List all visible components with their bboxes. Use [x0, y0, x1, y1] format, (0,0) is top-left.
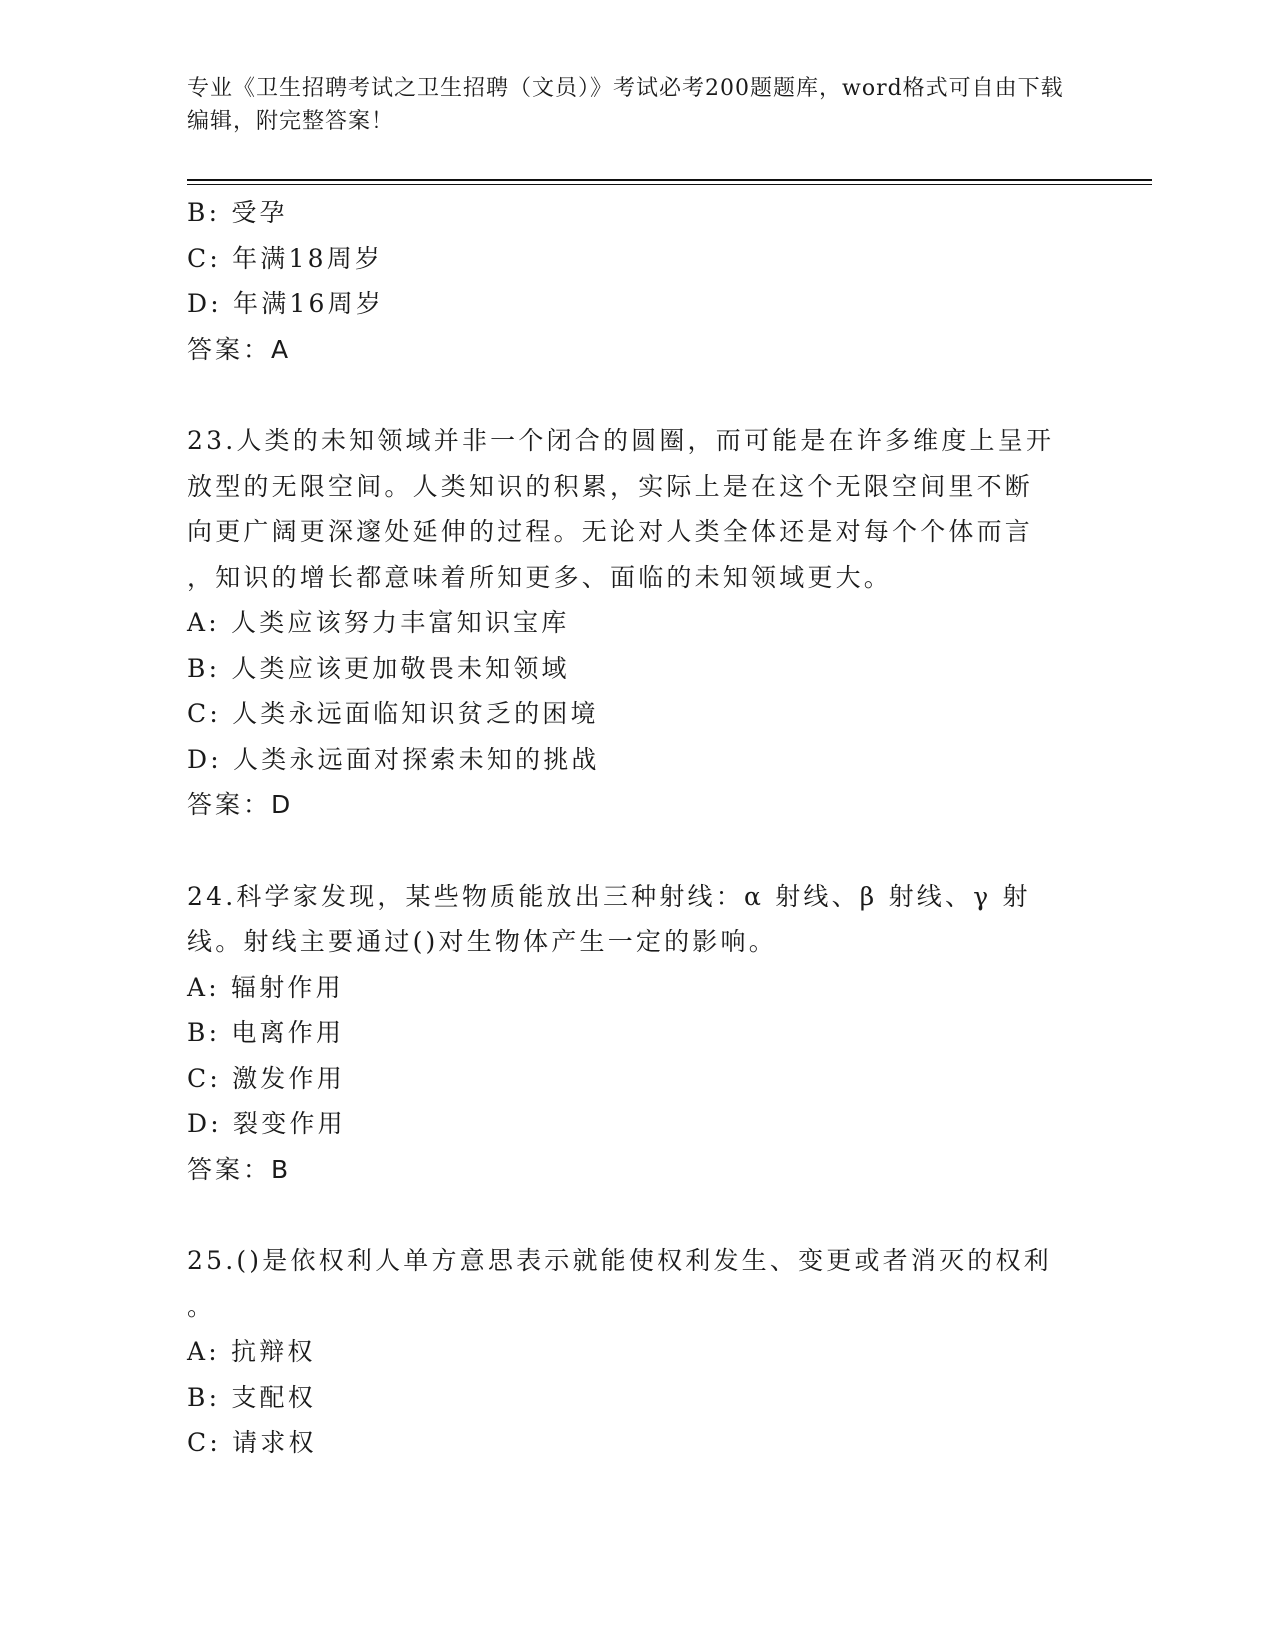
spacer	[187, 372, 1087, 418]
option-a: A: 人类应该努力丰富知识宝库	[187, 608, 570, 637]
option-c: C: 激发作用	[187, 1063, 345, 1093]
option-b: B: 人类应该更加敬畏未知领域	[187, 653, 570, 683]
question-stem-line: 25.()是依权利人单方意思表示就能使权利发生、变更或者消灭的权利	[187, 1246, 1052, 1275]
question-stem-line: 线。射线主要通过()对生物体产生一定的影响。	[187, 927, 777, 956]
option-c: C: 人类永远面临知识贫乏的困境	[187, 699, 599, 728]
answer: 答案：B	[187, 1154, 292, 1184]
option-a: A: 辐射作用	[187, 972, 344, 1002]
option-d: D: 人类永远面对探索未知的挑战	[187, 744, 600, 774]
spacer	[187, 1192, 1087, 1238]
header-rule-thick	[187, 179, 1152, 181]
option-d: D: 年满16周岁	[187, 289, 385, 318]
content	[187, 190, 1087, 1466]
question-24	[187, 874, 1087, 1193]
answer: 答案：D	[187, 790, 294, 819]
option-b: B: 电离作用	[187, 1018, 345, 1047]
answer: 答案：A	[187, 334, 292, 364]
option-c: C: 请求权	[187, 1428, 317, 1457]
option-d: D: 裂变作用	[187, 1109, 346, 1138]
question-23	[187, 418, 1087, 828]
question-stem-line: 放型的无限空间。人类知识的积累，实际上是在这个无限空间里不断	[187, 471, 1034, 501]
question-stem-line: 。	[187, 1291, 216, 1321]
question-stem-line: 向更广阔更深邃处延伸的过程。无论对人类全体还是对每个个体而言	[187, 517, 1034, 546]
question-25	[187, 1238, 1087, 1466]
continued-question	[187, 190, 1087, 372]
header-rule-thin	[187, 184, 1152, 185]
question-stem-line: ，知识的增长都意味着所知更多、面临的未知领域更大。	[187, 562, 893, 592]
option-a: A: 抗辩权	[187, 1337, 316, 1366]
option-c: C: 年满18周岁	[187, 243, 384, 273]
option-b: B: 支配权	[187, 1382, 316, 1412]
question-stem-line: 23.人类的未知领域并非一个闭合的圆圈，而可能是在许多维度上呈开	[187, 426, 1055, 455]
question-stem-line: 24.科学家发现，某些物质能放出三种射线：α 射线、β 射线、γ 射	[187, 881, 1031, 911]
document-header: 专业《卫生招聘考试之卫生招聘（文员）》考试必考200题题库，word格式可自由下载编辑，附完整答案！	[187, 76, 1064, 134]
spacer	[187, 828, 1087, 874]
option-b: B: 受孕	[187, 198, 288, 227]
